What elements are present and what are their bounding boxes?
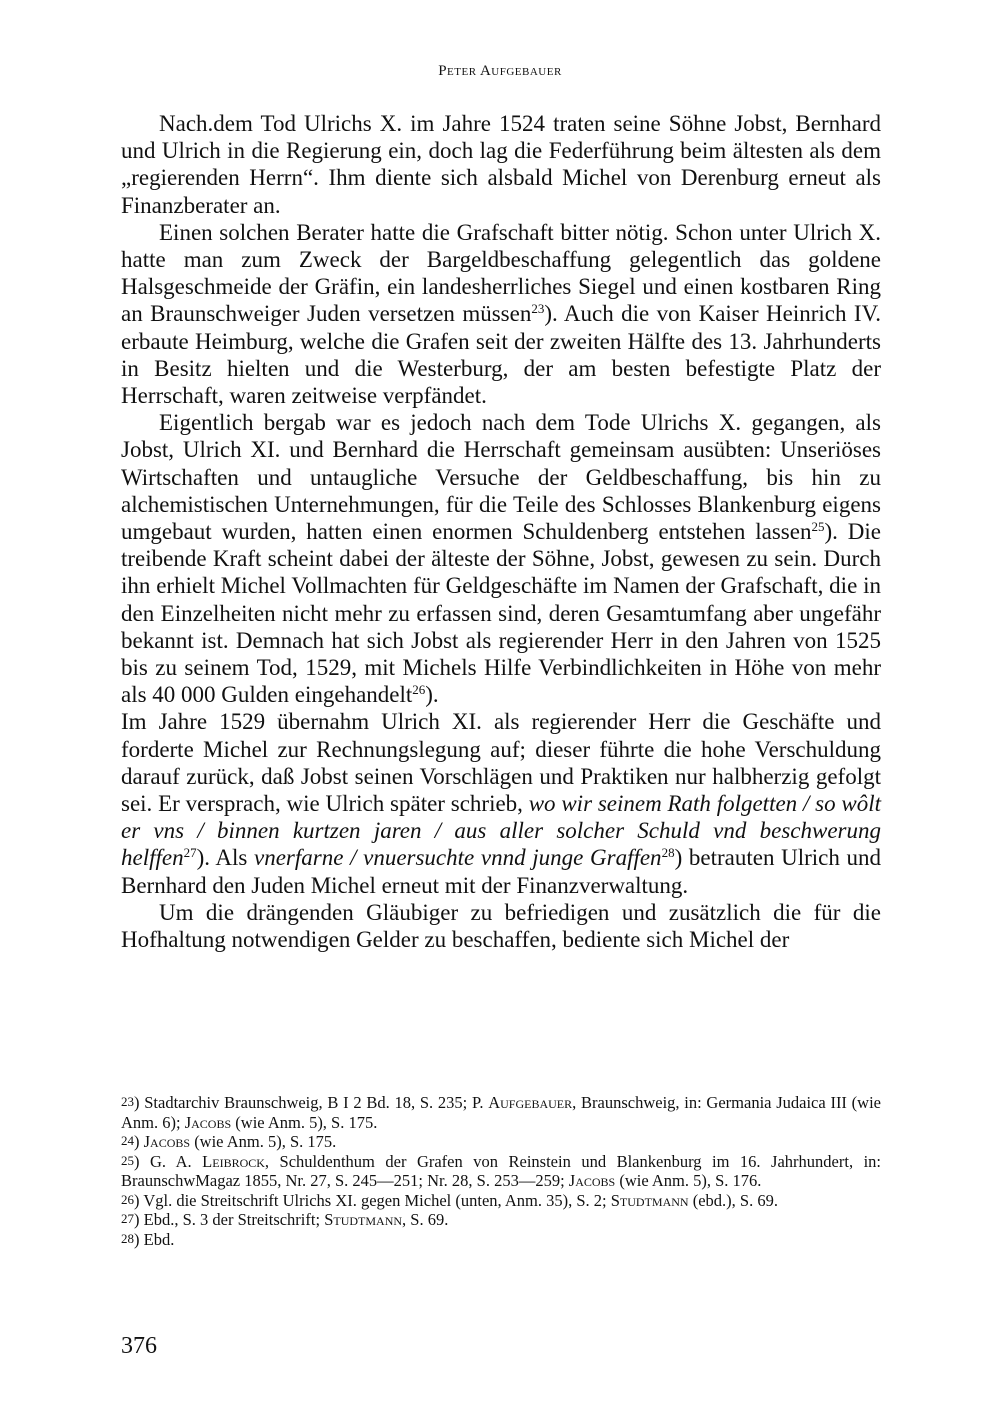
footnote-28: $^{28}$) Ebd. <box>121 1229 175 1249</box>
footnotes <box>121 1093 881 1249</box>
footnote-27: $^{27}$) Ebd., S. 3 der Streitschrift; Studtmann, S. 69. <box>121 1210 449 1229</box>
quote-italic-1: wo wir seinem Rath folgetten / so wôlt er vns / binnen kurtzen jaren / aus aller solcher Schuld vnd beschwerung helffen <box>121 791 881 871</box>
footnote-ref-27: 27 <box>183 845 197 861</box>
footnote-ref-23: 23 <box>531 301 545 317</box>
page-number: 376 <box>121 1333 157 1359</box>
footnote-ref-26: 26 <box>412 682 426 698</box>
paragraph-1: Nach.dem Tod Ulrichs X. im Jahre 1524 traten seine Söhne Jobst, Bernhard und Ulrich in die Regierung ein, doch lag die Federführung beim ältesten als dem „regierenden Herrn“. Ihm diente sich alsbald Michel von Derenburg erneut als Finanzberater an. <box>121 111 881 218</box>
paragraph-4: Im Jahre 1529 übernahm Ulrich XI. als regierender Herr die Geschäfte und forderte Michel zur Rechnungslegung auf; dieser führte die hohe Verschuldung darauf zurück, daß Jobst seinen Vorschlägen und Praktiken nur halbherzig gefolgt sei. Er versprach, wie Ulrich später schrieb, wo wir seinem Rath folgetten / so wôlt er vns / binnen kurtzen jaren / aus aller solcher Schuld vnd beschwerung helffen$^{27}$). Als vnerfarne / vnuersuchte vnnd junge Graffen$^{28}$) betrauten Ulrich und Bernhard den Juden Michel erneut mit der Finanzverwaltung. <box>121 709 882 898</box>
paragraph-3: Eigentlich bergab war es jedoch nach dem Tode Ulrichs X. gegangen, als Jobst, Ulrich XI. und Bernhard die Herrschaft gemeinsam ausübten: Unseriöses Wirtschaften und untaugliche Versuche der Geldbeschaffung, bis hin zu alchemistischen Unternehmungen, für die Teile des Schlosses Blankenburg eigens umgebaut wurden, hatten einen enormen Schuldenberg entstehen lassen$^{25}$). Die treibende Kraft scheint dabei der älteste der Söhne, Jobst, gewesen zu sein. Durch ihn erhielt Michel Vollmachten für Geldgeschäfte im Namen der Grafschaft, die in den Einzelheiten nicht mehr zu erfassen sind, deren Gesamtumfang aber ungefähr bekannt ist. Demnach hat sich Jobst als regierender Herr in den Jahren von 1525 bis zu seinem Tod, 1529, mit Michels Hilfe Verbindlichkeiten in Höhe von mehr als 40 000 Gulden eingehandelt$^{26}$). <box>121 410 881 708</box>
footnote-25: $^{25}$) G. A. Leibrock, Schuldenthum der Grafen von Reinstein und Blankenburg im 16. Jahrhundert, in: BraunschwMagaz 1855, Nr. 27, S. 245—251; Nr. 28, S. 253—259; Jacobs (wie Anm. 5), S. 176. <box>121 1151 881 1190</box>
footnote-ref-25: 25 <box>811 519 825 535</box>
paragraph-5: Um die drängenden Gläubiger zu befriedigen und zusätzlich die für die Hofhaltung notwendigen Gelder zu beschaffen, bediente sich Michel der <box>121 899 881 953</box>
footnote-24: $^{24}$) Jacobs (wie Anm. 5), S. 175. <box>121 1132 337 1151</box>
paragraph-2: Einen solchen Berater hatte die Grafschaft bitter nötig. Schon unter Ulrich X. hatte man zum Zweck der Bargeldbeschaffung gelegentlich das goldene Halsgeschmeide der Gräfin, ein landesherrliches Siegel und einen kostbaren Ring an Braunschweiger Juden versetzen müssen$^{23}$). Auch die von Kaiser Heinrich IV. erbaute Heimburg, welche die Grafen seit der zweiten Hälfte des 13. Jahrhunderts in Besitz hielten und die Westerburg, der am besten befestigte Platz der Herrschaft, waren zeitweise verpfändet. <box>121 219 881 409</box>
quote-italic-2: vnerfarne / vnuersuchte vnnd junge Graffen <box>254 845 662 871</box>
main-text <box>121 110 881 953</box>
footnote-26: $^{26}$) Vgl. die Streitschrift Ulrichs XI. gegen Michel (unten, Anm. 35), S. 2; Studtmann (ebd.), S. 69. <box>121 1190 778 1210</box>
running-head: Peter Aufgebauer <box>438 63 562 79</box>
footnote-23: $^{23}$) Stadtarchiv Braunschweig, B I 2 Bd. 18, S. 235; P. Aufgebauer, Braunschweig, in: Germania Judaica III (wie Anm. 6); Jacobs (wie Anm. 5), S. 175. <box>121 1093 881 1132</box>
footnote-ref-28: 28 <box>661 845 675 861</box>
